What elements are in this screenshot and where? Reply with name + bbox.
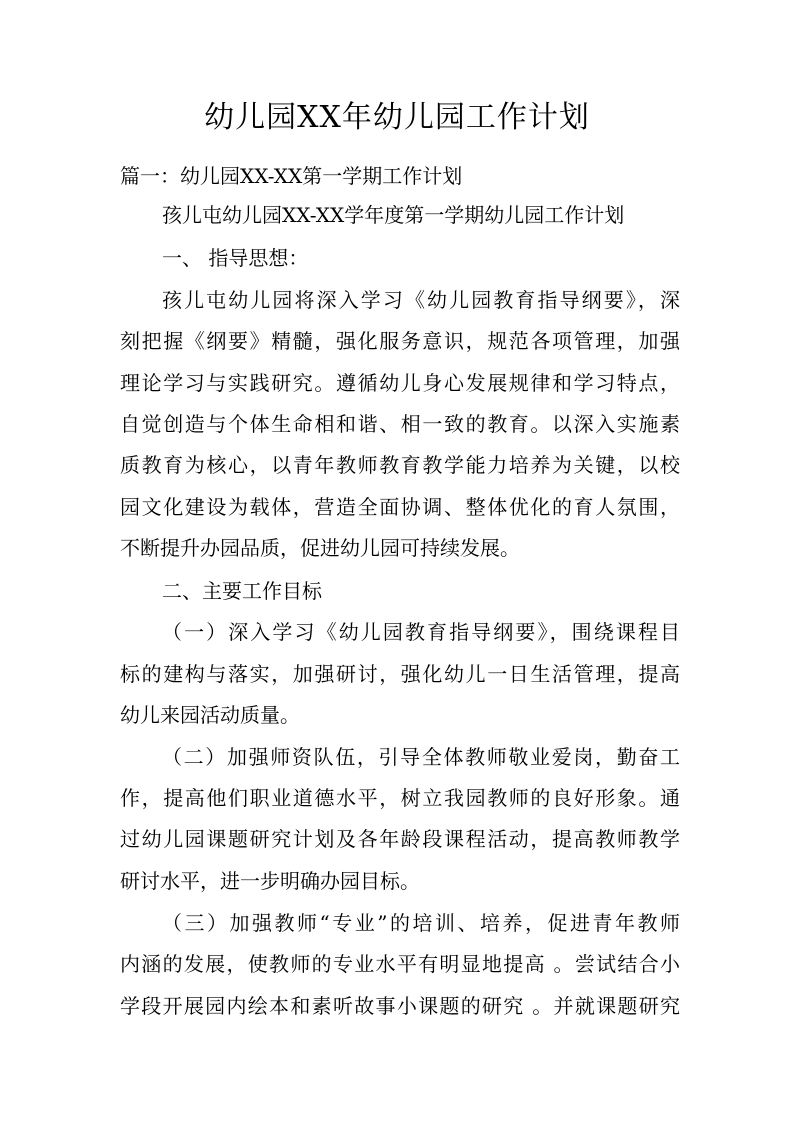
heading-main-goals: 二、主要工作目标 bbox=[162, 579, 322, 603]
paragraph-line: 学段开展园内绘本和素听故事小课题的研究 。并就课题研究 bbox=[120, 994, 680, 1018]
paragraph-line: 孩儿屯幼儿园将深入学习《幼儿园教育指导纲要》，深 bbox=[162, 288, 680, 312]
paragraph-line: （二）加强师资队伍，引导全体教师敬业爱岗，勤奋工 bbox=[162, 745, 680, 769]
paragraph-line: 标的建构与落实，加强研讨，强化幼儿一日生活管理，提高 bbox=[120, 662, 680, 686]
heading-guiding-ideology: 一、 指导思想： bbox=[162, 246, 309, 270]
section-heading: 篇一：幼儿园XX-XX第一学期工作计划 bbox=[120, 164, 463, 188]
paragraph-line: 内涵的发展，使教师的专业水平有明显地提高 。尝试结合小 bbox=[120, 952, 680, 976]
paragraph-line: 园文化建设为载体，营造全面协调、整体优化的育人氛围， bbox=[120, 495, 680, 519]
plan-subtitle: 孩儿屯幼儿园XX-XX学年度第一学期幼儿园工作计划 bbox=[162, 203, 625, 227]
paragraph-line: 研讨水平，进一步明确办园目标。 bbox=[120, 869, 420, 893]
paragraph-line: （一）深入学习《幼儿园教育指导纲要》，围绕课程目 bbox=[162, 620, 680, 644]
paragraph-line: 幼儿来园活动质量。 bbox=[120, 703, 300, 727]
paragraph-line: 理论学习与实践研究。遵循幼儿身心发展规律和学习特点， bbox=[120, 371, 680, 395]
paragraph-line: 作，提高他们职业道德水平，树立我园教师的良好形象。通 bbox=[120, 786, 680, 810]
paragraph-line: 过幼儿园课题研究计划及各年龄段课程活动，提高教师教学 bbox=[120, 827, 680, 851]
paragraph-line: 刻把握《纲要》精髓，强化服务意识，规范各项管理，加强 bbox=[120, 329, 680, 353]
paragraph-line: 质教育为核心，以青年教师教育教学能力培养为关键，以校 bbox=[120, 453, 680, 477]
document-title: 幼儿园XX年幼儿园工作计划 bbox=[204, 100, 590, 135]
paragraph-line: 自觉创造与个体生命相和谐、相一致的教育。以深入实施素 bbox=[120, 412, 680, 436]
paragraph-line: （三）加强教师“专业”的培训、培养，促进青年教师 bbox=[162, 911, 680, 935]
paragraph-line: 不断提升办园品质，促进幼儿园可持续发展。 bbox=[120, 536, 520, 560]
